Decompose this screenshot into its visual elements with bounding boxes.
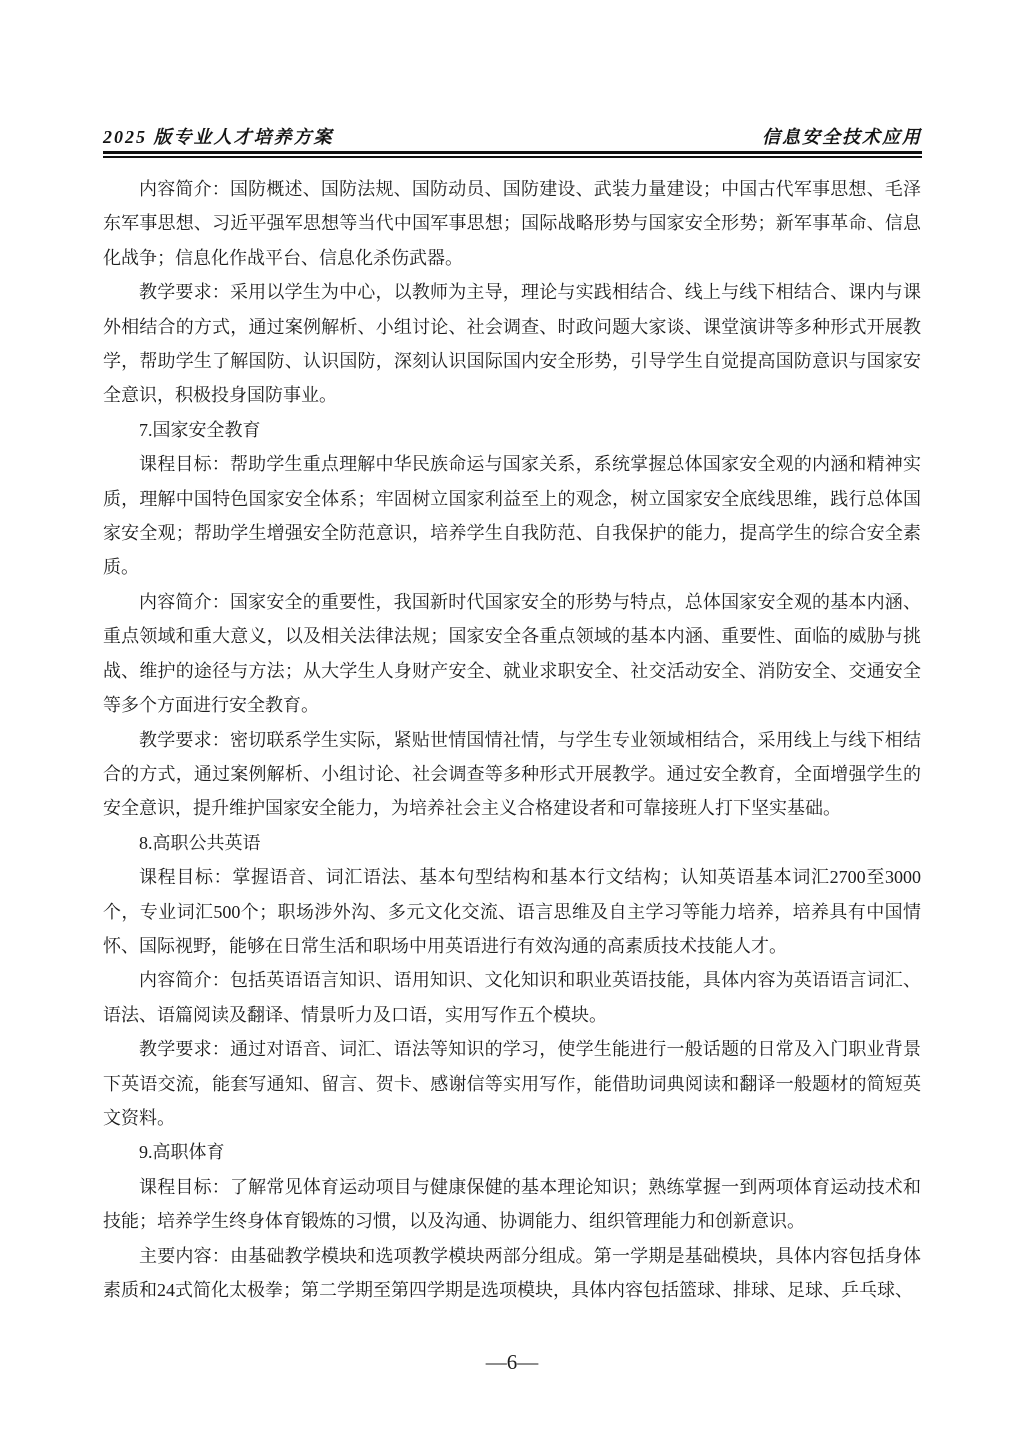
paragraph: 课程目标：帮助学生重点理解中华民族命运与国家关系，系统掌握总体国家安全观的内涵和精神实质，理解中国特色国家安全体系；牢固树立国家利益至上的观念，树立国家安全底线思维，践行总体国家安全观；帮助学生增强安全防范意识，培养学生自我防范、自我保护的能力，提高学生的综合安全素质。 [103, 454, 921, 578]
paragraph: 教学要求：通过对语音、词汇、语法等知识的学习，使学生能进行一般话题的日常及入门职业背景下英语交流，能套写通知、留言、贺卡、感谢信等实用写作，能借助词典阅读和翻译一般题材的简短英文资料。 [103, 1039, 921, 1128]
page-footer [0, 1350, 1024, 1375]
paragraph: 内容简介：国防概述、国防法规、国防动员、国防建设、武装力量建设；中国古代军事思想、毛泽东军事思想、习近平强军思想等当代中国军事思想；国际战略形势与国家安全形势；新军事革命、信息化战争；信息化作战平台、信息化杀伤武器。 [103, 179, 921, 268]
paragraph: 教学要求：采用以学生为中心，以教师为主导，理论与实践相结合、线上与线下相结合、课内与课外相结合的方式，通过案例解析、小组讨论、社会调查、时政问题大家谈、课堂演讲等多种形式开展教学，帮助学生了解国防、认识国防，深刻认识国际国内安全形势，引导学生自觉提高国防意识与国家安全意识，积极投身国防事业。 [103, 282, 921, 406]
paragraph: 课程目标：掌握语音、词汇语法、基本句型结构和基本行文结构；认知英语基本词汇2700至3000个，专业词汇500个；职场涉外沟、多元文化交流、语言思维及自主学习等能力培养，培养具有中国情怀、国际视野，能够在日常生活和职场中用英语进行有效沟通的高素质技术技能人才。 [103, 867, 921, 956]
header-right-title: 信息安全技术应用 [762, 127, 922, 147]
paragraph: 内容简介：国家安全的重要性，我国新时代国家安全的形势与特点，总体国家安全观的基本内涵、重点领域和重大意义，以及相关法律法规；国家安全各重点领域的基本内涵、重要性、面临的威胁与挑战、维护的途径与方法；从大学生人身财产安全、就业求职安全、社交活动安全、消防安全、交通安全等多个方面进行安全教育。 [103, 591, 921, 716]
paragraph: 课程目标：了解常见体育运动项目与健康保健的基本理论知识；熟练掌握一到两项体育运动技术和技能；培养学生终身体育锻炼的习惯，以及沟通、协调能力、组织管理能力和创新意识。 [103, 1176, 921, 1232]
page-number: —6— [485, 1350, 539, 1374]
course-heading: 8.高职公共英语 [139, 832, 261, 853]
paragraph: 主要内容：由基础教学模块和选项教学模块两部分组成。第一学期是基础模块，具体内容包括身体素质和24式简化太极拳；第二学期至第四学期是选项模块，具体内容包括篮球、排球、足球、乒乓球、 [103, 1245, 921, 1300]
paragraph: 教学要求：密切联系学生实际，紧贴世情国情社情，与学生专业领域相结合，采用线上与线下相结合的方式，通过案例解析、小组讨论、社会调查等多种形式开展教学。通过安全教育，全面增强学生的安全意识，提升维护国家安全能力，为培养社会主义合格建设者和可靠接班人打下坚实基础。 [103, 729, 921, 819]
page-header [103, 126, 922, 158]
header-divider-rule [103, 151, 922, 158]
course-heading: 9.高职体育 [139, 1142, 225, 1163]
paragraph: 内容简介：包括英语语言知识、语用知识、文化知识和职业英语技能，具体内容为英语语言词汇、语法、语篇阅读及翻译、情景听力及口语，实用写作五个模块。 [103, 970, 921, 1025]
course-heading: 7.国家安全教育 [139, 419, 261, 440]
header-titles [103, 126, 922, 148]
document-body [103, 172, 921, 1307]
header-left-title: 2025 版专业人才培养方案 [103, 127, 334, 147]
